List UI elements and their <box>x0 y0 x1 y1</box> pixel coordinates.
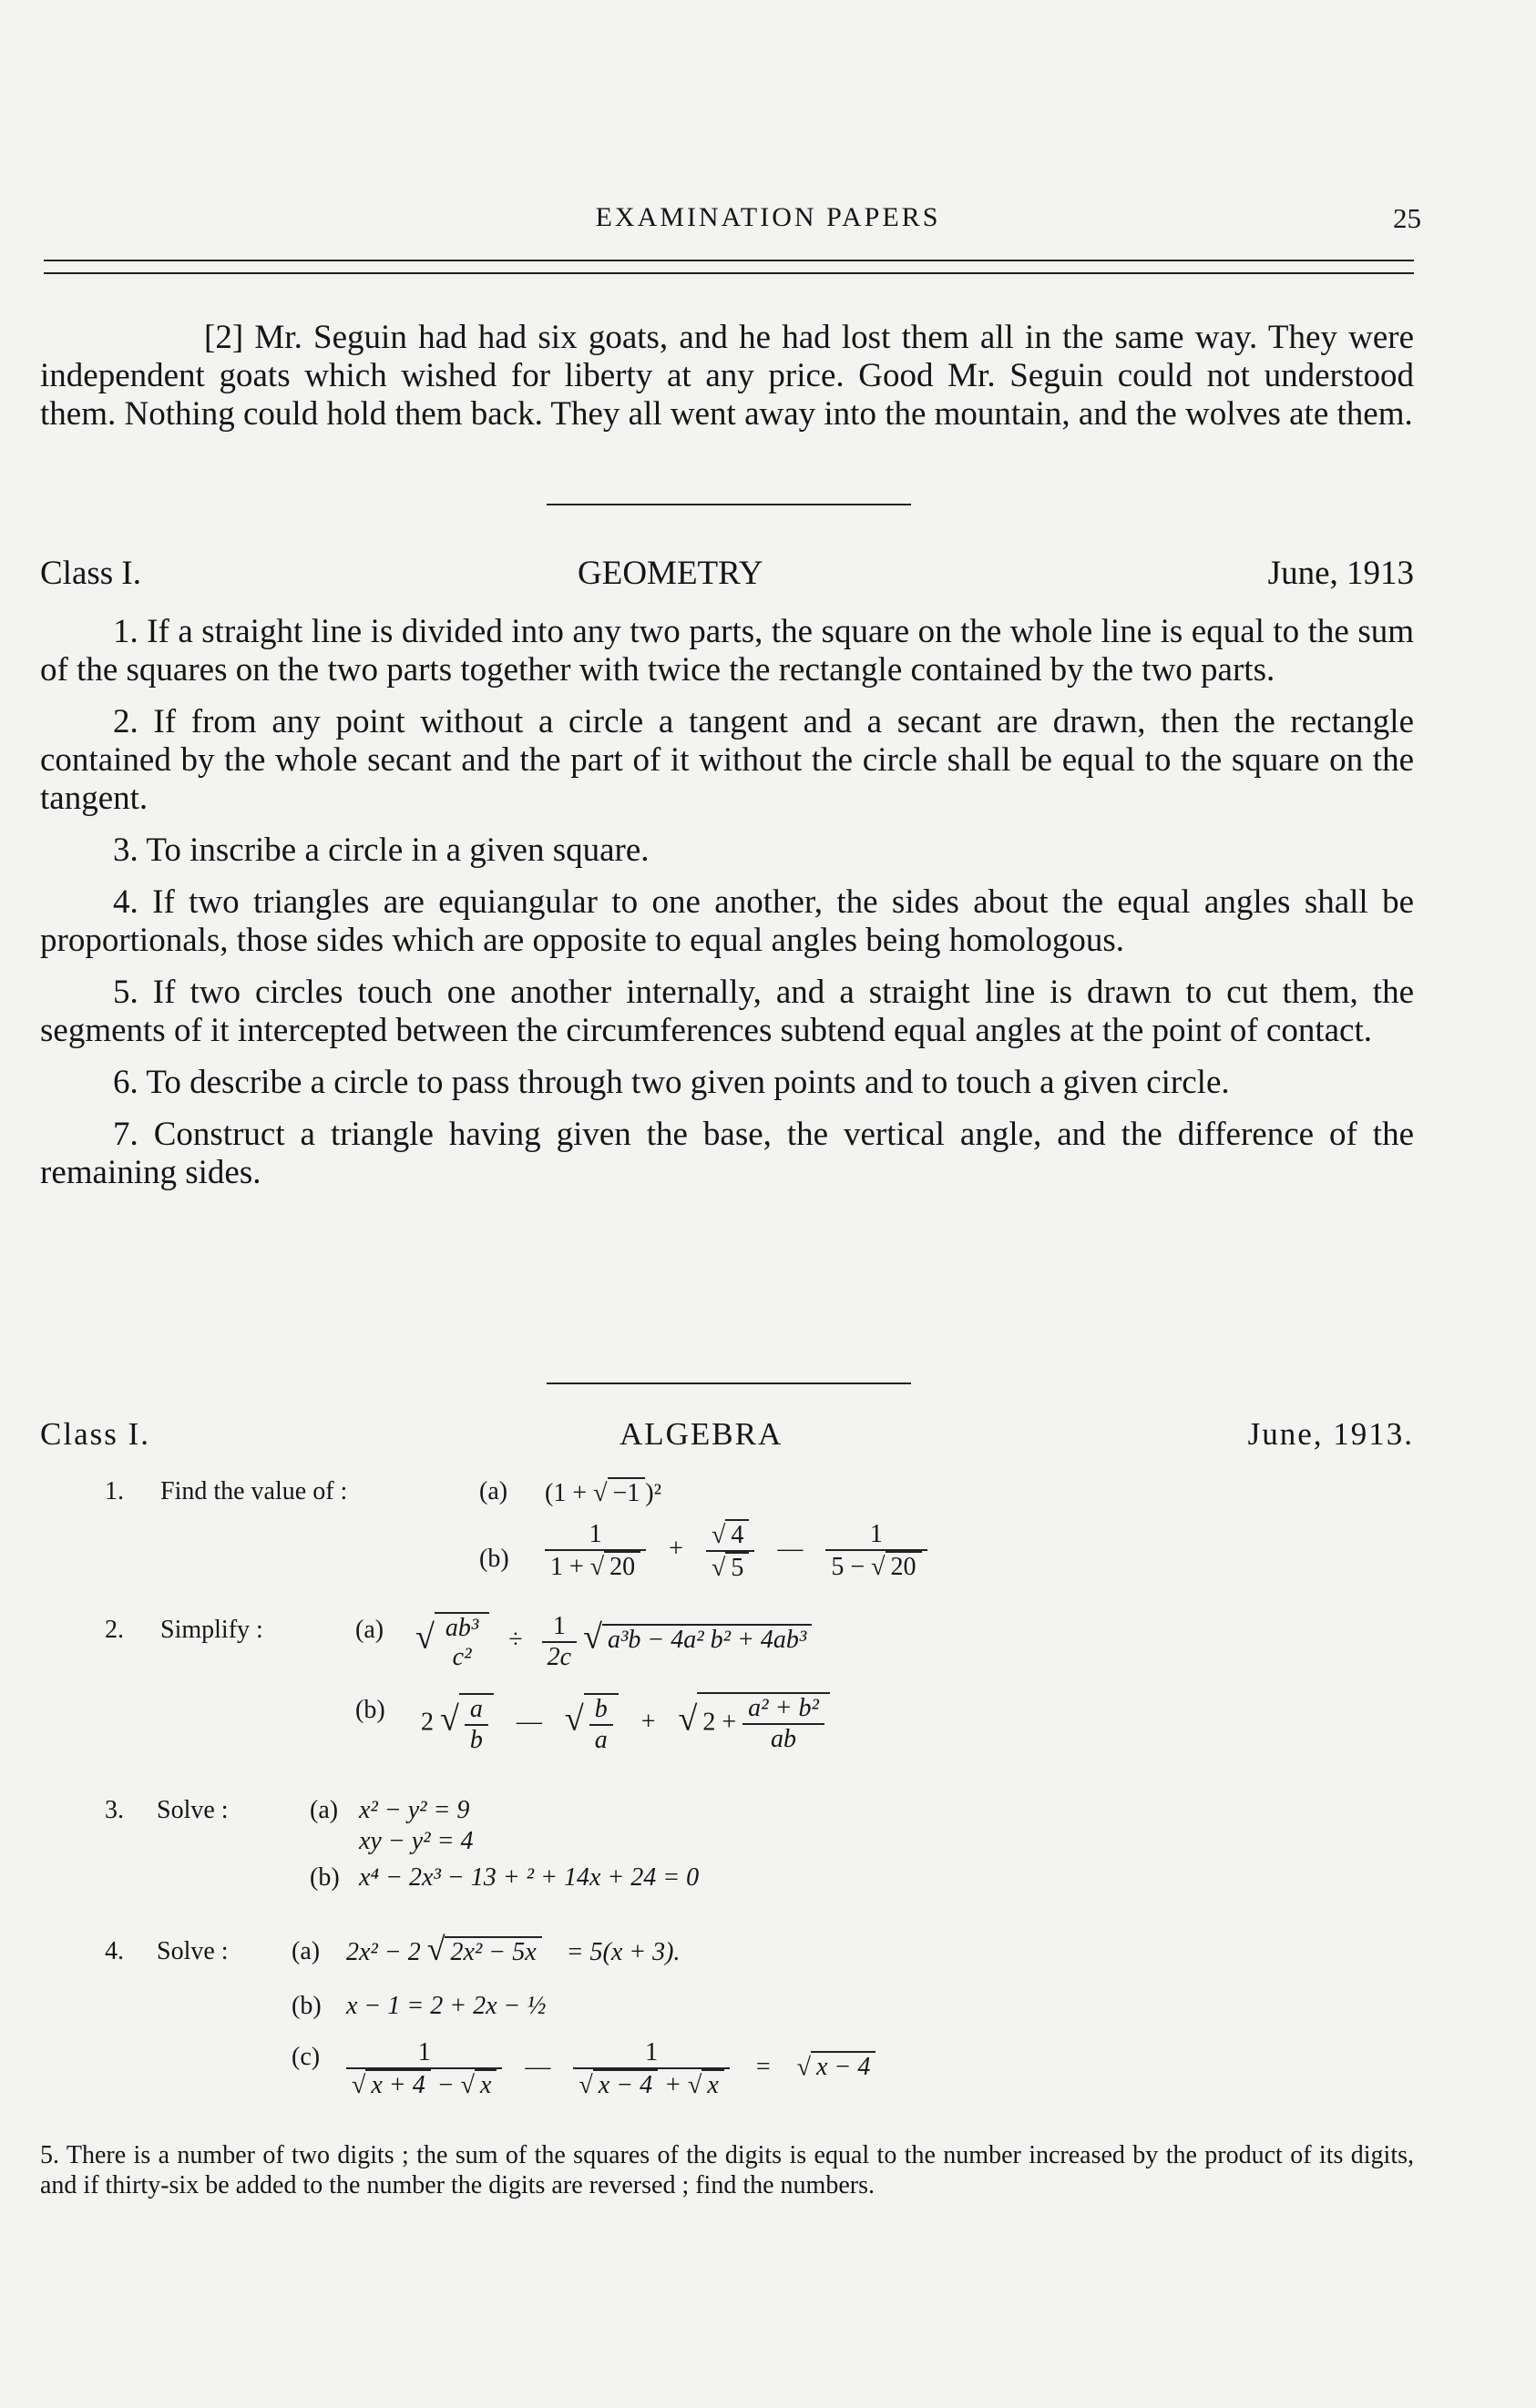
numerator: 1 <box>346 2038 502 2069</box>
radical-icon: √ <box>678 1699 698 1739</box>
algebra-date: June, 1913. <box>1247 1416 1414 1452</box>
q2a-fraction-2 <box>542 1612 577 1672</box>
q4c-fraction-1 <box>346 2038 502 2100</box>
section-divider <box>547 504 911 505</box>
denominator: ab <box>771 1725 797 1753</box>
geometry-question: 1. If a straight line is divided into any two parts, the square on the whole line is equal to the sum of the squares on the two parts together with twice the rectangle contained by the two parts. <box>40 613 1414 689</box>
radicand: a³b − 4a² b² + 4ab³ <box>602 1624 812 1655</box>
q3b-equation: x⁴ − 2x³ − 13 + ² + 14x + 24 = 0 <box>359 1863 700 1892</box>
equals: = <box>755 2053 771 2082</box>
geometry-question: 4. If two triangles are equiangular to one another, the sides about the equal angles shall be proportionals, those sides which are opposite to equal angles being homologous. <box>40 883 1414 959</box>
numerator: 1 <box>542 1612 577 1643</box>
radicand-prefix: 2 + <box>702 1708 743 1737</box>
radical-icon: √ <box>352 2071 366 2099</box>
radical-icon: √ <box>579 2071 593 2099</box>
q3a-label: (a) <box>310 1796 339 1824</box>
q2b-fraction-3 <box>742 1694 824 1754</box>
q1b-fraction-2 <box>706 1519 754 1583</box>
radicand: 5 <box>725 1552 749 1583</box>
q2a-expression <box>415 1612 812 1672</box>
operator: — <box>525 2053 551 2082</box>
q4c-expression <box>346 2038 876 2100</box>
geometry-question: 3. To inscribe a circle in a given square. <box>113 832 650 869</box>
geometry-class: Class I. <box>40 555 141 592</box>
continuation-paragraph <box>40 319 1414 434</box>
q1a-base: (1 + <box>545 1479 594 1507</box>
page-number: 25 <box>1393 202 1421 234</box>
suffix: = 5(x + 3). <box>566 1938 681 1966</box>
numerator: a² + b² <box>742 1694 824 1725</box>
algebra-class: Class I. <box>40 1416 150 1452</box>
radical-icon: √ <box>426 1931 445 1967</box>
radical-icon: √ <box>440 1699 459 1739</box>
q2-label: Simplify : <box>160 1616 263 1644</box>
geometry-question: 7. Construct a triangle having given the base, the vertical angle, and the difference of the remaining sides. <box>40 1116 1414 1191</box>
q1b-label: (b) <box>479 1545 509 1573</box>
q2-number: 2. <box>105 1616 124 1644</box>
den-operator: + <box>658 2071 689 2099</box>
q1a-power: )² <box>645 1479 662 1507</box>
radical-icon: √ <box>711 1554 726 1582</box>
q2b-expression <box>421 1692 830 1755</box>
geometry-question: 5. If two circles touch one another internally, and a straight line is drawn to cut them, the segments of it intercepted between the circumferences subtend equal angles at the point of contact. <box>40 974 1414 1049</box>
operator: ÷ <box>508 1626 523 1655</box>
numerator <box>706 1519 754 1552</box>
denominator: 2c <box>547 1643 572 1671</box>
radicand: 20 <box>604 1551 640 1582</box>
operator: — <box>777 1535 804 1564</box>
q2b-fraction-1 <box>459 1693 494 1755</box>
denominator <box>825 1551 927 1582</box>
algebra-heading <box>40 1416 1414 1458</box>
radical-icon: √ <box>796 2053 812 2082</box>
numerator: 1 <box>545 1520 646 1551</box>
q4b-equation: x − 1 = 2 + 2x − ½ <box>346 1992 547 2020</box>
q3-number: 3. <box>105 1796 124 1824</box>
operator: — <box>516 1708 542 1737</box>
q4a-expression <box>346 1931 681 1967</box>
den-operator: − <box>430 2071 461 2099</box>
radicand: 2x² − 5x <box>445 1936 541 1967</box>
geometry-date: June, 1913 <box>1267 555 1414 592</box>
q3a-equation-2: xy − y² = 4 <box>359 1827 474 1855</box>
q1a-label: (a) <box>479 1477 508 1505</box>
q4c-fraction-2 <box>573 2038 729 2100</box>
operator: + <box>669 1535 683 1564</box>
numerator: a <box>465 1695 488 1726</box>
den-prefix: 5 − <box>831 1553 872 1581</box>
q4b-label: (b) <box>292 1992 322 2020</box>
radical-icon: √ <box>871 1553 886 1581</box>
q5-paragraph: 5. There is a number of two digits ; the sum of the squares of the digits is equal to the number increased by the product of its digits, and if thirty-six be added to the number the digits are reversed ; find the numbers. <box>40 2141 1414 2199</box>
q2a-fraction-1 <box>435 1612 489 1672</box>
den-prefix: 1 + <box>550 1553 590 1581</box>
numerator: b <box>589 1695 613 1726</box>
operator: + <box>640 1708 656 1737</box>
radical-icon: √ <box>460 2071 475 2099</box>
q2a-label: (a) <box>355 1616 384 1644</box>
q2b-radicand <box>697 1692 829 1754</box>
radical-icon: √ <box>589 1553 605 1581</box>
q1a-radicand: −1 <box>608 1477 646 1508</box>
q3a-equation-1: x² − y² = 9 <box>359 1796 470 1824</box>
geometry-question: 6. To describe a circle to pass through two given points and to touch a given circle. <box>113 1064 1230 1101</box>
geometry-question: 2. If from any point without a circle a tangent and a secant are drawn, then the rectangle contained by the whole secant and the part of it without the circle shall be equal to the square on the tangent. <box>40 703 1414 817</box>
radical-icon: √ <box>593 1479 608 1507</box>
denominator <box>346 2069 502 2100</box>
denominator: c² <box>452 1643 472 1671</box>
continuation-text: [2] Mr. Seguin had had six goats, and he had lost them all in the same way. They were independent goats which wished for liberty at any price. Good Mr. Seguin could not understood them. Nothing could hold them back. They all went away into the mountain, and the wolves ate them. <box>40 319 1414 433</box>
radical-icon: √ <box>415 1617 435 1657</box>
running-title: EXAMINATION PAPERS <box>595 202 941 232</box>
geometry-heading <box>40 554 1414 596</box>
q4c-label: (c) <box>292 2043 321 2071</box>
denominator <box>706 1552 754 1583</box>
q1b-expression <box>545 1519 927 1583</box>
q1b-fraction-1 <box>545 1520 646 1582</box>
radicand: x <box>475 2069 497 2100</box>
geometry-questions <box>40 613 1414 1192</box>
radical-icon: √ <box>688 2071 702 2099</box>
radicand: 4 <box>725 1519 749 1550</box>
q4-label: Solve : <box>157 1937 229 1965</box>
prefix: 2x² − 2 <box>346 1938 421 1966</box>
q2b-fraction-2 <box>584 1693 619 1755</box>
numerator: 1 <box>825 1520 927 1551</box>
q3-label: Solve : <box>157 1796 229 1824</box>
radical-icon: √ <box>564 1699 584 1739</box>
radicand: x + 4 <box>365 2069 430 2100</box>
numerator: ab³ <box>445 1614 479 1642</box>
radical-icon: √ <box>711 1521 726 1549</box>
denominator <box>573 2069 729 2100</box>
q3b-label: (b) <box>310 1863 340 1892</box>
q2b-label: (b) <box>355 1696 385 1724</box>
denominator: a <box>594 1726 608 1754</box>
q1b-fraction-3 <box>825 1520 927 1582</box>
radical-icon: √ <box>583 1617 602 1657</box>
numerator: 1 <box>573 2038 729 2069</box>
q1-label: Find the value of : <box>160 1477 348 1505</box>
radicand: x <box>701 2069 723 2100</box>
denominator: b <box>469 1726 483 1754</box>
radicand: x − 4 <box>593 2069 658 2100</box>
header-double-rule <box>44 260 1414 274</box>
denominator <box>545 1551 646 1582</box>
radicand: 20 <box>886 1551 922 1582</box>
section-divider <box>547 1383 911 1384</box>
q4a-label: (a) <box>292 1937 321 1965</box>
geometry-subject: GEOMETRY <box>578 555 763 592</box>
q4-number: 4. <box>105 1937 124 1965</box>
radicand: x − 4 <box>811 2051 876 2082</box>
q1a-expression <box>545 1477 661 1508</box>
q1-number: 1. <box>105 1477 124 1505</box>
coefficient: 2 <box>421 1708 434 1737</box>
algebra-subject: ALGEBRA <box>620 1416 783 1452</box>
